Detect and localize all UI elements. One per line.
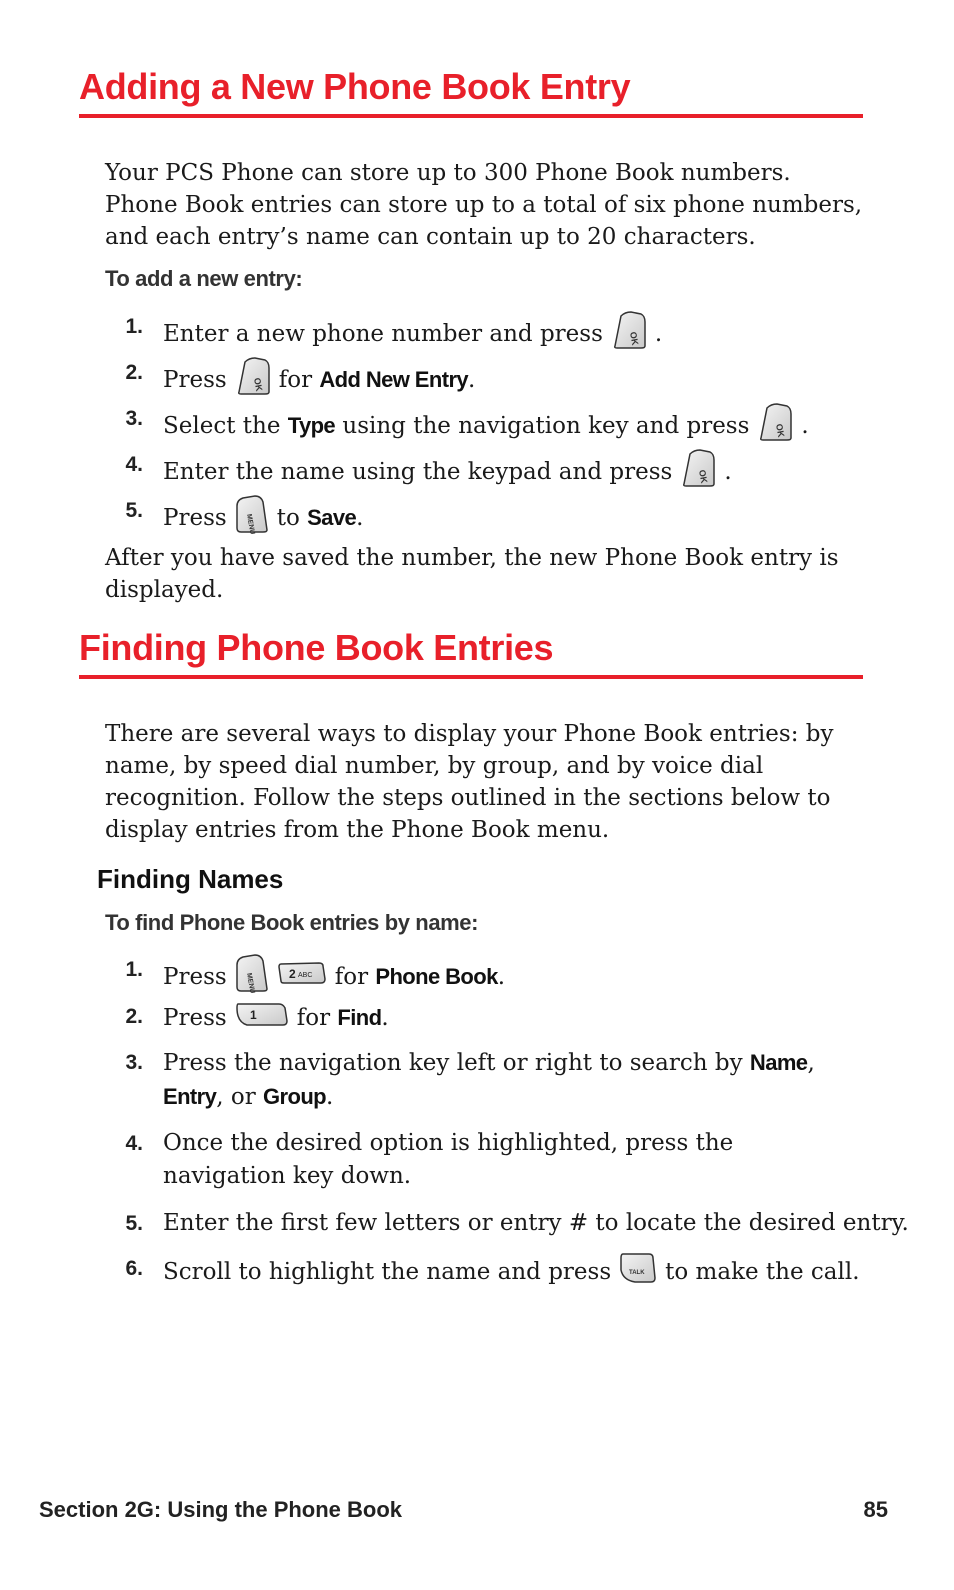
two-abc-key-icon bbox=[277, 961, 327, 995]
step-punct: . bbox=[497, 964, 506, 990]
step-punct: . bbox=[381, 1005, 389, 1031]
step-text: to make the call. bbox=[665, 1259, 860, 1285]
step-number: 2. bbox=[125, 361, 143, 384]
step-number: 5. bbox=[125, 499, 143, 522]
subheading-finding-names: Finding Names bbox=[97, 864, 284, 894]
menu-option-label: Add New Entry bbox=[319, 367, 469, 392]
step-number: 4. bbox=[125, 1132, 143, 1155]
step-number: 3. bbox=[125, 407, 143, 430]
ok-key-label: OK bbox=[627, 330, 641, 346]
step-number: 2. bbox=[125, 1005, 143, 1028]
step-text: Once the desired option is highlighted, press the navigation key down. bbox=[163, 1130, 734, 1189]
step-text: Press bbox=[163, 964, 227, 990]
step-text: Press the navigation key left or right to search by bbox=[163, 1050, 743, 1076]
one-key-digit: 1 bbox=[249, 1008, 257, 1022]
step-text: Enter a new phone number and press bbox=[163, 321, 603, 347]
ok-key-label: OK bbox=[774, 422, 787, 438]
step-text: Press bbox=[163, 1005, 227, 1031]
two-key-digit: 2 bbox=[288, 967, 296, 981]
step-punct: . bbox=[724, 459, 732, 485]
step-number: 5. bbox=[125, 1212, 143, 1235]
outro-paragraph: After you have saved the number, the new Phone Book entry is displayed. bbox=[105, 545, 839, 603]
step-punct: . bbox=[356, 505, 364, 531]
step-text: to bbox=[276, 505, 300, 531]
two-key-letters: ABC bbox=[297, 972, 313, 979]
menu-key-icon bbox=[235, 953, 269, 1003]
step-punct: , bbox=[216, 1084, 224, 1110]
step-text: for bbox=[278, 367, 313, 393]
step-number: 6. bbox=[125, 1257, 143, 1280]
ok-key-icon bbox=[235, 356, 271, 406]
footer-section-title: Section 2G: Using the Phone Book bbox=[39, 1497, 403, 1522]
step-text: Press bbox=[163, 367, 227, 393]
step-text: Scroll to highlight the name and press bbox=[163, 1259, 612, 1285]
step-number: 4. bbox=[125, 453, 143, 476]
ok-key-icon bbox=[680, 448, 716, 498]
step-punct: . bbox=[654, 321, 663, 347]
search-option-entry: Entry bbox=[163, 1084, 217, 1109]
menu-option-label: Find bbox=[337, 1005, 382, 1030]
step-text: Enter the name using the keypad and press bbox=[163, 459, 673, 485]
step-punct: . bbox=[801, 413, 809, 439]
step-number: 1. bbox=[125, 315, 143, 338]
menu-option-label: Save bbox=[307, 505, 357, 530]
menu-key-label: MENU bbox=[244, 972, 256, 993]
step-text: for bbox=[334, 964, 369, 990]
talk-key-label: TALK bbox=[629, 1270, 645, 1276]
step-text: Press bbox=[163, 505, 227, 531]
procedure-heading: To find Phone Book entries by name: bbox=[105, 910, 479, 935]
intro-paragraph: There are several ways to display your Phone Book entries: by name, by speed dial number, by group, and by voice dial recognition. Follow the steps outlined in the sections below to display entries from the Phone Book menu. bbox=[105, 721, 834, 843]
step-number: 1. bbox=[125, 958, 143, 981]
step-text: for bbox=[296, 1005, 331, 1031]
ok-key-label: OK bbox=[251, 376, 264, 392]
step-text: Select the bbox=[163, 413, 281, 439]
menu-key-icon bbox=[235, 494, 269, 544]
search-option-group: Group bbox=[263, 1084, 327, 1109]
menu-key-label: MENU bbox=[244, 513, 256, 534]
menu-option-label: Type bbox=[287, 413, 336, 438]
section-title-adding-entry: Adding a New Phone Book Entry bbox=[79, 66, 863, 118]
one-key-icon bbox=[235, 1000, 289, 1038]
menu-option-label: Phone Book bbox=[375, 964, 498, 989]
step-text: or bbox=[230, 1084, 256, 1110]
step-number: 3. bbox=[125, 1051, 143, 1074]
search-option-name: Name bbox=[749, 1050, 808, 1075]
page-number: 85 bbox=[863, 1497, 888, 1522]
ok-key-icon bbox=[757, 402, 793, 452]
step-punct: . bbox=[326, 1084, 334, 1110]
step-punct: . bbox=[468, 367, 476, 393]
intro-paragraph: Your PCS Phone can store up to 300 Phone Book numbers. Phone Book entries can store up to a total of six phone numbers, and each entry’s name can contain up to 20 characters. bbox=[105, 160, 863, 250]
talk-key-icon bbox=[619, 1252, 657, 1294]
procedure-heading: To add a new entry: bbox=[105, 266, 303, 291]
ok-key-label: OK bbox=[697, 468, 710, 484]
ok-key-icon bbox=[611, 310, 647, 360]
step-text: using the navigation key and press bbox=[342, 413, 750, 439]
step-punct: , bbox=[807, 1050, 815, 1076]
step-text: Enter the first few letters or entry # to locate the desired entry. bbox=[163, 1210, 909, 1236]
section-title-finding-entries: Finding Phone Book Entries bbox=[79, 627, 863, 679]
